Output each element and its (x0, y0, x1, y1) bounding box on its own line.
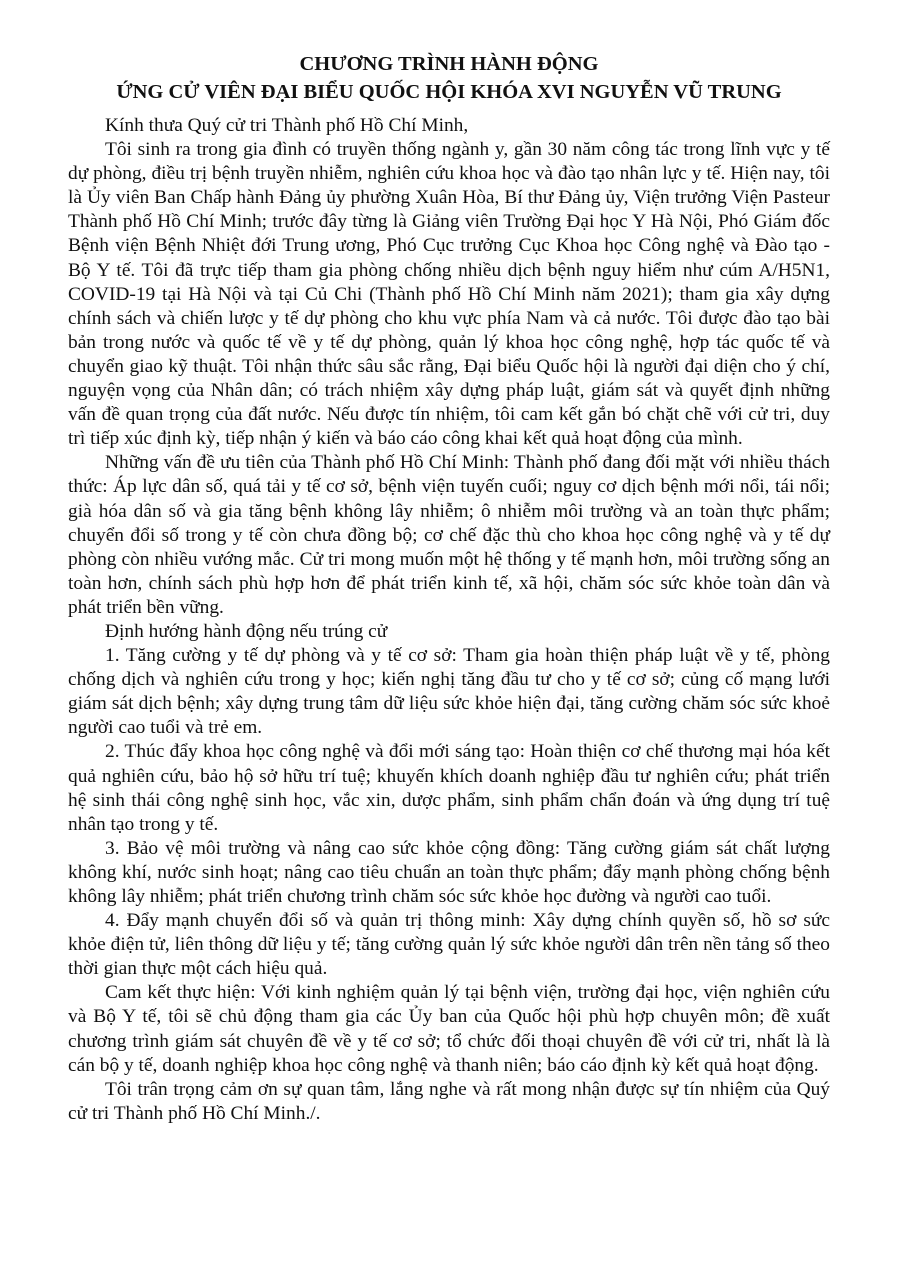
document-title (68, 50, 830, 106)
intro-paragraph: Tôi sinh ra trong gia đình có truyền thống ngành y, gần 30 năm công tác trong lĩnh vực y tế dự phòng, điều trị bệnh truyền nhiễm, nghiên cứu khoa học và đào tạo nhân lực y tế. Hiện nay, tôi là Ủy viên Ban Chấp hành Đảng ủy phường Xuân Hòa, Bí thư Đảng ủy, Viện trưởng Viện Pasteur Thành phố Hồ Chí Minh; trước đây từng là Giảng viên Trường Đại học Y Hà Nội, Phó Giám đốc Bệnh viện Bệnh Nhiệt đới Trung ương, Phó Cục trưởng Cục Khoa học Công nghệ và Đào tạo - Bộ Y tế. Tôi đã trực tiếp tham gia phòng chống nhiều dịch bệnh nguy hiểm như cúm A/H5N1, COVID-19 tại Hà Nội và tại Củ Chi (Thành phố Hồ Chí Minh năm 2021); tham gia xây dựng chính sách và chiến lược y tế dự phòng cho khu vực phía Nam và cả nước. Tôi được đào tạo bài bản trong nước và quốc tế về y tế dự phòng, quản lý khoa học công nghệ, hợp tác quốc tế và chuyển giao kỹ thuật. Tôi nhận thức sâu sắc rằng, Đại biểu Quốc hội là người đại diện cho ý chí, nguyện vọng của Nhân dân; có trách nhiệm xây dựng pháp luật, giám sát và quyết định những vấn đề quan trọng của đất nước. Nếu được tín nhiệm, tôi cam kết gắn bó chặt chẽ với cử tri, duy trì tiếp xúc định kỳ, tiếp nhận ý kiến và báo cáo công khai kết quả hoạt động của mình. (68, 139, 830, 450)
action-item-3: 3. Bảo vệ môi trường và nâng cao sức khỏe cộng đồng: Tăng cường giám sát chất lượng không khí, nước sinh hoạt; nâng cao tiêu chuẩn an toàn thực phẩm; đẩy mạnh phòng chống bệnh không lây nhiễm; phát triển chương trình chăm sóc sức khỏe học đường và người cao tuổi. (68, 837, 830, 907)
title-line-1: CHƯƠNG TRÌNH HÀNH ĐỘNG (299, 53, 599, 75)
title-line-2: ỨNG CỬ VIÊN ĐẠI BIỂU QUỐC HỘI KHÓA XVI NGUYỄN VŨ TRUNG (116, 81, 782, 103)
greeting-paragraph: Kính thưa Quý cử tri Thành phố Hồ Chí Minh, (105, 115, 469, 136)
priorities-paragraph: Những vấn đề ưu tiên của Thành phố Hồ Chí Minh: Thành phố đang đối mặt với nhiều thách thức: Áp lực dân số, quá tải y tế cơ sở, bệnh viện tuyến cuối; nguy cơ dịch bệnh mới nổi, tái nổi; già hóa dân số và gia tăng bệnh không lây nhiễm; ô nhiễm môi trường và an toàn thực phẩm; chuyển đổi số trong y tế còn chưa đồng bộ; cơ chế đặc thù cho khoa học công nghệ và y tế dự phòng còn nhiều vướng mắc. Cử tri mong muốn một hệ thống y tế mạnh hơn, môi trường sống an toàn hơn, chính sách phù hợp hơn để phát triển kinh tế, xã hội, chăm sóc sức khỏe toàn dân và phát triển bền vững. (68, 452, 830, 618)
action-item-4: 4. Đẩy mạnh chuyển đổi số và quản trị thông minh: Xây dựng chính quyền số, hồ sơ sức khỏe điện tử, liên thông dữ liệu y tế; tăng cường quản lý sức khỏe người dân trên nền tảng số theo thời gian thực một cách hiệu quả. (68, 910, 830, 980)
action-item-1: 1. Tăng cường y tế dự phòng và y tế cơ sở: Tham gia hoàn thiện pháp luật về y tế, phòng chống dịch và nghiên cứu trong y học; kiến nghị tăng đầu tư cho y tế cơ sở; củng cố mạng lưới giám sát dịch bệnh; xây dựng trung tâm dữ liệu sức khỏe hiện đại, tăng cường chăm sóc sức khoẻ người cao tuổi và trẻ em. (68, 645, 830, 739)
action-item-2: 2. Thúc đẩy khoa học công nghệ và đổi mới sáng tạo: Hoàn thiện cơ chế thương mại hóa kết quả nghiên cứu, bảo hộ sở hữu trí tuệ; khuyến khích doanh nghiệp đầu tư nghiên cứu; phát triển hệ sinh thái công nghệ sinh học, vắc xin, dược phẩm, sinh phẩm chẩn đoán và ứng dụng trí tuệ nhân tạo trong y tế. (68, 741, 830, 835)
commitment-paragraph: Cam kết thực hiện: Với kinh nghiệm quản lý tại bệnh viện, trường đại học, viện nghiên cứu và Bộ Y tế, tôi sẽ chủ động tham gia các Ủy ban của Quốc hội phù hợp chuyên môn; đề xuất chương trình giám sát chuyên đề về y tế cơ sở; tổ chức đối thoại chuyên đề với cử tri, nhất là là cán bộ y tế, doanh nghiệp khoa học công nghệ và thanh niên; báo cáo định kỳ kết quả hoạt động. (68, 982, 830, 1076)
document-body (68, 114, 830, 1126)
direction-heading: Định hướng hành động nếu trúng cử (105, 620, 388, 642)
closing-paragraph: Tôi trân trọng cảm ơn sự quan tâm, lắng nghe và rất mong nhận được sự tín nhiệm của Quý cử tri Thành phố Hồ Chí Minh./. (68, 1078, 830, 1124)
